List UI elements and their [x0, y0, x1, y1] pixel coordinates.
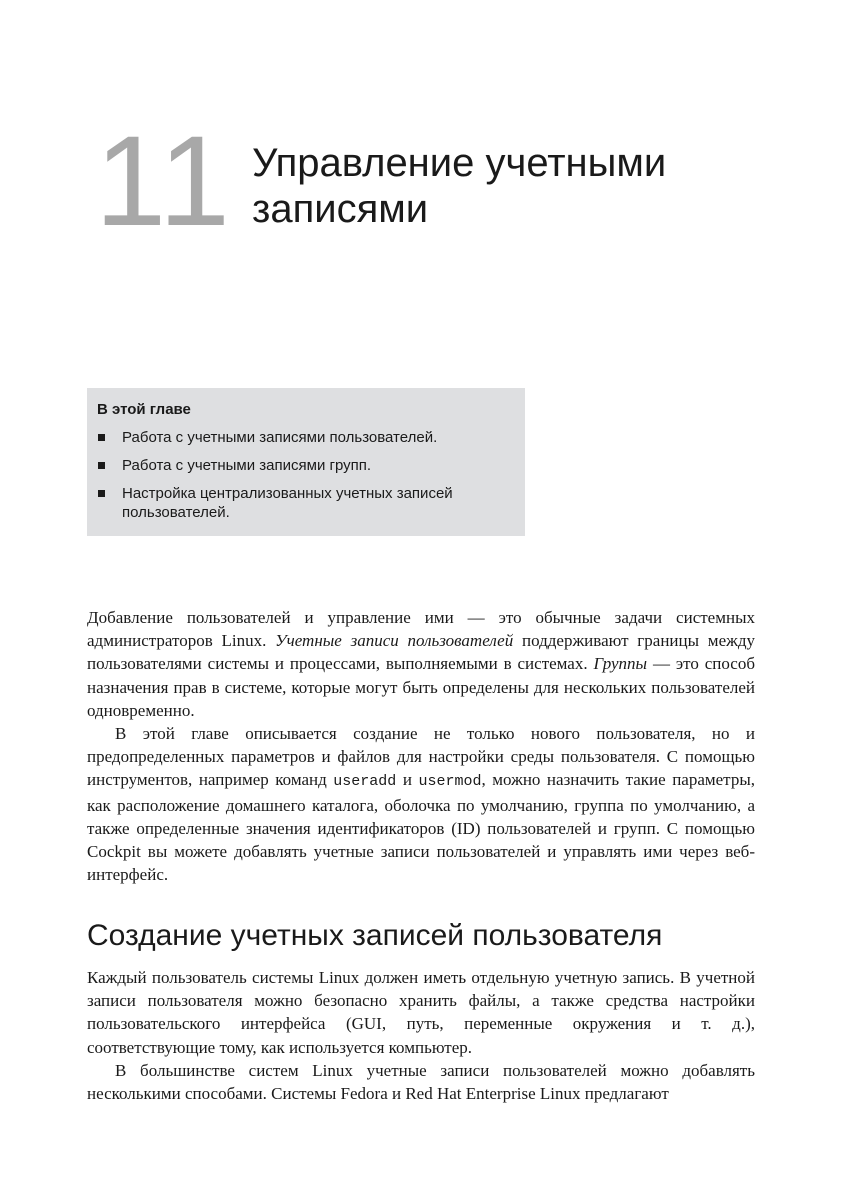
text-run: Добавление пользователей и управление ими — это обычные задачи системных администраторов Linux.: [87, 608, 755, 651]
square-bullet-icon: [98, 434, 105, 441]
text-run: — это способ назначения прав в системе, которые могут быть определены для нескольких пользователей одновременно.: [87, 654, 755, 720]
text-run: , можно назначить такие параметры, как расположение домашнего каталога, оболочка по умолчанию, группа по умолчанию, а также определенные значения идентификаторов (ID) пользователей и групп. С помощью Cockpit вы можете добавлять учетные записи пользователей и управлять ими через веб-интерфейс.: [87, 770, 755, 885]
list-item-text: Работа с учетными записями пользователей.: [122, 429, 438, 446]
text-run: и: [396, 770, 419, 790]
chapter-title: Управление учетными записями: [252, 141, 667, 231]
in-chapter-list: [97, 428, 513, 522]
emphasis-term: Учетные записи пользователей: [275, 631, 514, 651]
list-item: [97, 484, 513, 522]
section-paragraph-2: В большинстве систем Linux учетные записи пользователей можно добавлять несколькими способами. Системы Fedora и Red Hat Enterprise Linux предлагают: [87, 1060, 755, 1104]
square-bullet-icon: [98, 490, 105, 497]
list-item-text: Настройка централизованных учетных записей пользователей.: [122, 485, 453, 521]
emphasis-term: Группы: [593, 654, 648, 674]
section-text: [87, 966, 755, 1105]
text-run: В этой главе описывается создание не только нового пользователя, но и предопределенных параметров и файлов для настройки среды пользователя. С помощью инструментов, например команд: [87, 724, 755, 790]
command-code: useradd: [333, 773, 397, 791]
list-item: [97, 456, 513, 475]
intro-text: [87, 606, 755, 886]
intro-paragraph-1: [87, 606, 755, 722]
intro-paragraph-2: [87, 722, 755, 886]
command-code: usermod: [418, 773, 482, 791]
text-run: поддерживают границы между пользователями системы и процессами, выполняемыми в системах.: [87, 631, 756, 674]
chapter-number: 11: [95, 110, 232, 253]
in-chapter-title: В этой главе: [97, 401, 191, 418]
list-item-text: Работа с учетными записями групп.: [122, 457, 372, 474]
list-item: [97, 428, 513, 447]
section-paragraph-1: Каждый пользователь системы Linux должен иметь отдельную учетную запись. В учетной записи пользователя можно безопасно хранить файлы, а также средства настройки пользовательского интерфейса (GUI, путь, переменные окружения и т. д.), соответствующие тому, как используется компьютер.: [87, 968, 755, 1057]
in-chapter-box: [87, 388, 525, 536]
section-heading: Создание учетных записей пользователя: [87, 919, 663, 952]
square-bullet-icon: [98, 462, 105, 469]
